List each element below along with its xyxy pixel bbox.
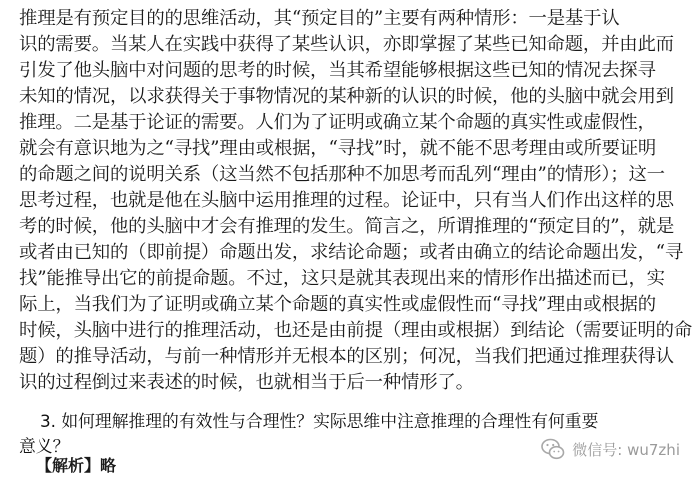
- paragraph-line: 找”能推导出它的前提命题。不过，这只是就其表现出来的情形作出描述而已，实: [19, 268, 665, 289]
- question-line-2: 意义？: [19, 436, 70, 456]
- watermark: [540, 436, 680, 462]
- paragraph-line: 识的过程倒过来表述的时候，也就相当于后一种情形了。: [19, 372, 474, 393]
- paragraph-line: 未知的情况，以求获得关于事物情况的某种新的认识的时候，他的头脑中就会用到: [19, 86, 674, 107]
- paragraph-line: 思考过程，也就是他在头脑中运用推理的过程。论证中，只有当人们作出这样的思: [19, 190, 674, 211]
- answer-label: 【解析】略: [36, 456, 117, 475]
- wechat-icon: [540, 436, 566, 462]
- paragraph-line: 或者由已知的（即前提）命题出发，求结论命题；或者由确立的结论命题出发，“寻: [19, 242, 684, 263]
- paragraph-line: 推理是有预定目的的思维活动，其“预定目的”主要有两种情形：一是基于认: [19, 8, 620, 29]
- question-line-1: 3. 如何理解推理的有效性与合理性？实际思维中注意推理的合理性有何重要: [40, 411, 599, 431]
- paragraph-line: 题）的推导活动，与前一种情形并无根本的区别；何况，当我们把通过推理获得认: [19, 346, 674, 367]
- paragraph-line: 识的需要。当某人在实践中获得了某些认识，亦即掌握了某些已知命题，并由此而: [19, 34, 674, 55]
- paragraph-line: 的命题之间的说明关系（这当然不包括那种不加思考而乱列“理由”的情形）；这一: [19, 164, 665, 185]
- paragraph-line: 际上，当我们为了证明或确立某个命题的真实性或虚假性而“寻找”理由或根据的: [19, 294, 656, 315]
- paragraph-line: 就会有意识地为之“寻找”理由或根据，“寻找”时，就不能不思考理由或所要证明: [19, 138, 657, 159]
- paragraph-line: 时候，头脑中进行的推理活动，也还是由前提（理由或根据）到结论（需要证明的命: [19, 320, 692, 341]
- watermark-text: 微信号: wu7zhi: [572, 440, 680, 459]
- paragraph-line: 推理。二是基于论证的需要。人们为了证明或确立某个命题的真实性或虚假性，: [19, 112, 656, 133]
- paragraph-line: 引发了他头脑中对问题的思考的时候，当其希望能够根据这些已知的情况去探寻: [19, 60, 656, 81]
- paragraph-line: 考的时候，他的头脑中才会有推理的发生。简言之，所谓推理的“预定目的”，就是: [19, 216, 675, 237]
